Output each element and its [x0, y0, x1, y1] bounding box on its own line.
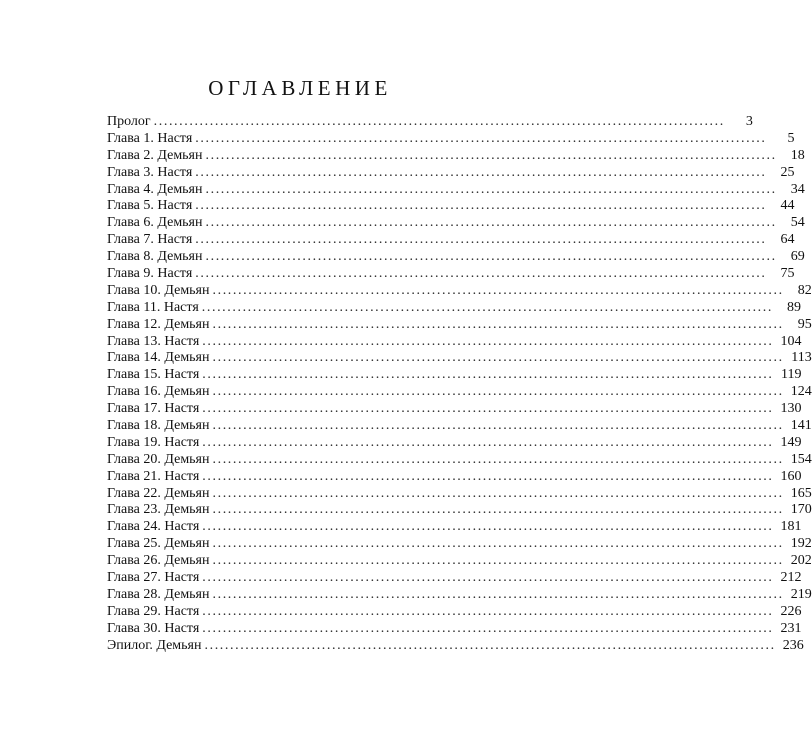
- toc-entry-page-number: 231: [780, 620, 802, 636]
- toc-dot-leader: ................................................................................................................: [205, 249, 777, 265]
- toc-entry-label: Глава 10. Демьян: [107, 282, 210, 298]
- table-of-contents: [107, 114, 812, 655]
- toc-entry: [107, 249, 805, 266]
- toc-entry-label: Глава 17. Настя: [107, 401, 200, 417]
- toc-dot-leader: ................................................................................................................: [212, 316, 784, 332]
- toc-dot-leader: ................................................................................................................: [212, 350, 784, 366]
- toc-entry-page-number: 130: [780, 401, 802, 417]
- toc-entry-page-number: 89: [786, 299, 801, 315]
- toc-entry: [107, 333, 802, 351]
- toc-entry-page-number: 54: [790, 215, 805, 231]
- toc-entry-label: Глава 8. Демьян: [107, 249, 203, 265]
- toc-entry-page-number: 170: [790, 502, 812, 518]
- toc-dot-leader: ................................................................................................................: [212, 502, 784, 518]
- toc-entry-page-number: 104: [780, 333, 802, 349]
- toc-entry-page-number: 181: [780, 519, 802, 535]
- toc-entry-label: Глава 16. Демьян: [107, 384, 210, 400]
- toc-entry: [107, 603, 802, 621]
- toc-entry-label: Глава 4. Демьян: [107, 181, 203, 197]
- toc-dot-leader: ................................................................................................................: [201, 299, 773, 315]
- toc-dot-leader: ................................................................................................................: [202, 620, 774, 636]
- toc-entry-page-number: 113: [791, 350, 812, 366]
- toc-entry: [107, 536, 812, 553]
- toc-dot-leader: ................................................................................................................: [205, 181, 777, 197]
- toc-entry: [107, 147, 805, 165]
- toc-entry-page-number: 34: [790, 181, 805, 197]
- toc-dot-leader: ................................................................................................................: [195, 266, 767, 282]
- toc-entry: [107, 418, 812, 435]
- toc-entry-page-number: 226: [780, 603, 802, 619]
- toc-entry: [107, 282, 812, 300]
- toc-entry-label: Глава 27. Настя: [107, 570, 200, 586]
- toc-entry-label: Пролог: [107, 114, 151, 129]
- toc-entry-label: Глава 1. Настя: [107, 130, 193, 146]
- toc-dot-leader: ................................................................................................................: [202, 367, 774, 383]
- toc-entry: [107, 130, 795, 148]
- toc-entry-label: Глава 5. Настя: [107, 198, 193, 214]
- toc-entry: [107, 384, 812, 401]
- toc-dot-leader: ................................................................................................................: [205, 147, 777, 163]
- toc-entry: [107, 198, 795, 215]
- toc-entry-page-number: 69: [790, 249, 805, 265]
- toc-dot-leader: ................................................................................................................: [195, 198, 767, 214]
- toc-entry-label: Глава 15. Настя: [107, 367, 200, 383]
- toc-dot-leader: ................................................................................................................: [212, 485, 784, 501]
- toc-entry-label: Глава 3. Настя: [107, 164, 193, 180]
- toc-entry-label: Глава 14. Демьян: [107, 350, 210, 366]
- toc-entry-label: Глава 7. Настя: [107, 232, 193, 248]
- toc-dot-leader: ................................................................................................................: [212, 282, 784, 298]
- page-title: ОГЛАВЛЕНИЕ: [208, 76, 392, 100]
- toc-entry-page-number: 165: [790, 485, 812, 501]
- toc-entry-label: Глава 25. Демьян: [107, 536, 210, 552]
- toc-dot-leader: ................................................................................................................: [212, 384, 784, 400]
- toc-entry: [107, 468, 802, 486]
- toc-entry-page-number: 149: [780, 434, 802, 450]
- toc-entry-page-number: 202: [790, 553, 812, 569]
- toc-entry-label: Глава 24. Настя: [107, 519, 200, 535]
- toc-dot-leader: ................................................................................................................: [212, 451, 784, 467]
- toc-entry: [107, 519, 802, 536]
- toc-entry: [107, 570, 802, 587]
- toc-entry-page-number: 25: [780, 164, 795, 180]
- toc-entry-page-number: 219: [790, 586, 812, 602]
- toc-dot-leader: ................................................................................................................: [202, 570, 774, 586]
- toc-entry-label: Глава 2. Демьян: [107, 147, 203, 163]
- toc-entry: [107, 553, 812, 570]
- toc-entry: [107, 637, 804, 655]
- toc-entry-page-number: 119: [781, 367, 802, 383]
- toc-dot-leader: ................................................................................................................: [212, 536, 784, 552]
- toc-dot-leader: ................................................................................................................: [153, 114, 725, 129]
- toc-entry-page-number: 3: [745, 114, 753, 129]
- toc-entry-label: Эпилог. Демьян: [107, 637, 202, 653]
- toc-dot-leader: ................................................................................................................: [202, 519, 774, 535]
- toc-dot-leader: ................................................................................................................: [212, 586, 784, 602]
- toc-entry-page-number: 5: [787, 130, 795, 146]
- toc-entry: [107, 485, 812, 503]
- toc-entry-page-number: 124: [790, 384, 812, 400]
- toc-dot-leader: ................................................................................................................: [202, 333, 774, 349]
- toc-dot-leader: ................................................................................................................: [202, 603, 774, 619]
- toc-dot-leader: ................................................................................................................: [195, 130, 767, 146]
- toc-entry-label: Глава 22. Демьян: [107, 485, 210, 501]
- toc-dot-leader: ................................................................................................................: [204, 637, 776, 653]
- toc-entry-label: Глава 23. Демьян: [107, 502, 210, 518]
- toc-dot-leader: ................................................................................................................: [212, 553, 784, 569]
- toc-dot-leader: ................................................................................................................: [202, 434, 774, 450]
- toc-entry-page-number: 212: [780, 570, 802, 586]
- toc-entry-label: Глава 26. Демьян: [107, 553, 210, 569]
- toc-dot-leader: ................................................................................................................: [195, 232, 767, 248]
- toc-dot-leader: ................................................................................................................: [195, 164, 767, 180]
- toc-entry: [107, 451, 812, 469]
- toc-entry: [107, 401, 802, 418]
- toc-entry-page-number: 44: [780, 198, 795, 214]
- toc-entry-page-number: 141: [790, 418, 812, 434]
- toc-entry-page-number: 236: [782, 637, 804, 653]
- toc-entry: [107, 215, 805, 232]
- toc-entry-label: Глава 28. Демьян: [107, 586, 210, 602]
- toc-entry-label: Глава 29. Настя: [107, 603, 200, 619]
- toc-entry: [107, 586, 812, 604]
- toc-entry-label: Глава 18. Демьян: [107, 418, 210, 434]
- toc-entry-page-number: 192: [790, 536, 812, 552]
- toc-entry-label: Глава 30. Настя: [107, 620, 200, 636]
- toc-entry: [107, 114, 753, 131]
- toc-entry: [107, 367, 802, 384]
- toc-entry-label: Глава 12. Демьян: [107, 316, 210, 332]
- toc-entry-page-number: 64: [780, 232, 795, 248]
- toc-entry: [107, 502, 812, 519]
- toc-entry-label: Глава 21. Настя: [107, 468, 200, 484]
- toc-entry: [107, 299, 801, 317]
- toc-entry-page-number: 75: [780, 266, 795, 282]
- toc-entry: [107, 164, 795, 182]
- toc-entry-page-number: 154: [790, 451, 812, 467]
- toc-entry-label: Глава 6. Демьян: [107, 215, 203, 231]
- toc-entry: [107, 266, 795, 283]
- toc-entry-label: Глава 9. Настя: [107, 266, 193, 282]
- toc-entry-page-number: 82: [797, 282, 812, 298]
- toc-dot-leader: ................................................................................................................: [212, 418, 784, 434]
- toc-entry: [107, 350, 812, 367]
- toc-entry: [107, 434, 802, 452]
- toc-entry: [107, 232, 795, 249]
- toc-entry-page-number: 160: [780, 468, 802, 484]
- toc-entry-label: Глава 20. Демьян: [107, 451, 210, 467]
- toc-entry-page-number: 95: [797, 316, 812, 332]
- toc-entry-label: Глава 19. Настя: [107, 434, 200, 450]
- toc-dot-leader: ................................................................................................................: [202, 401, 774, 417]
- toc-dot-leader: ................................................................................................................: [205, 215, 777, 231]
- toc-entry: [107, 316, 812, 334]
- toc-entry-page-number: 18: [790, 147, 805, 163]
- toc-dot-leader: ................................................................................................................: [202, 468, 774, 484]
- toc-entry-label: Глава 11. Настя: [107, 299, 199, 315]
- toc-entry: [107, 181, 805, 199]
- toc-entry: [107, 620, 802, 638]
- toc-entry-label: Глава 13. Настя: [107, 333, 200, 349]
